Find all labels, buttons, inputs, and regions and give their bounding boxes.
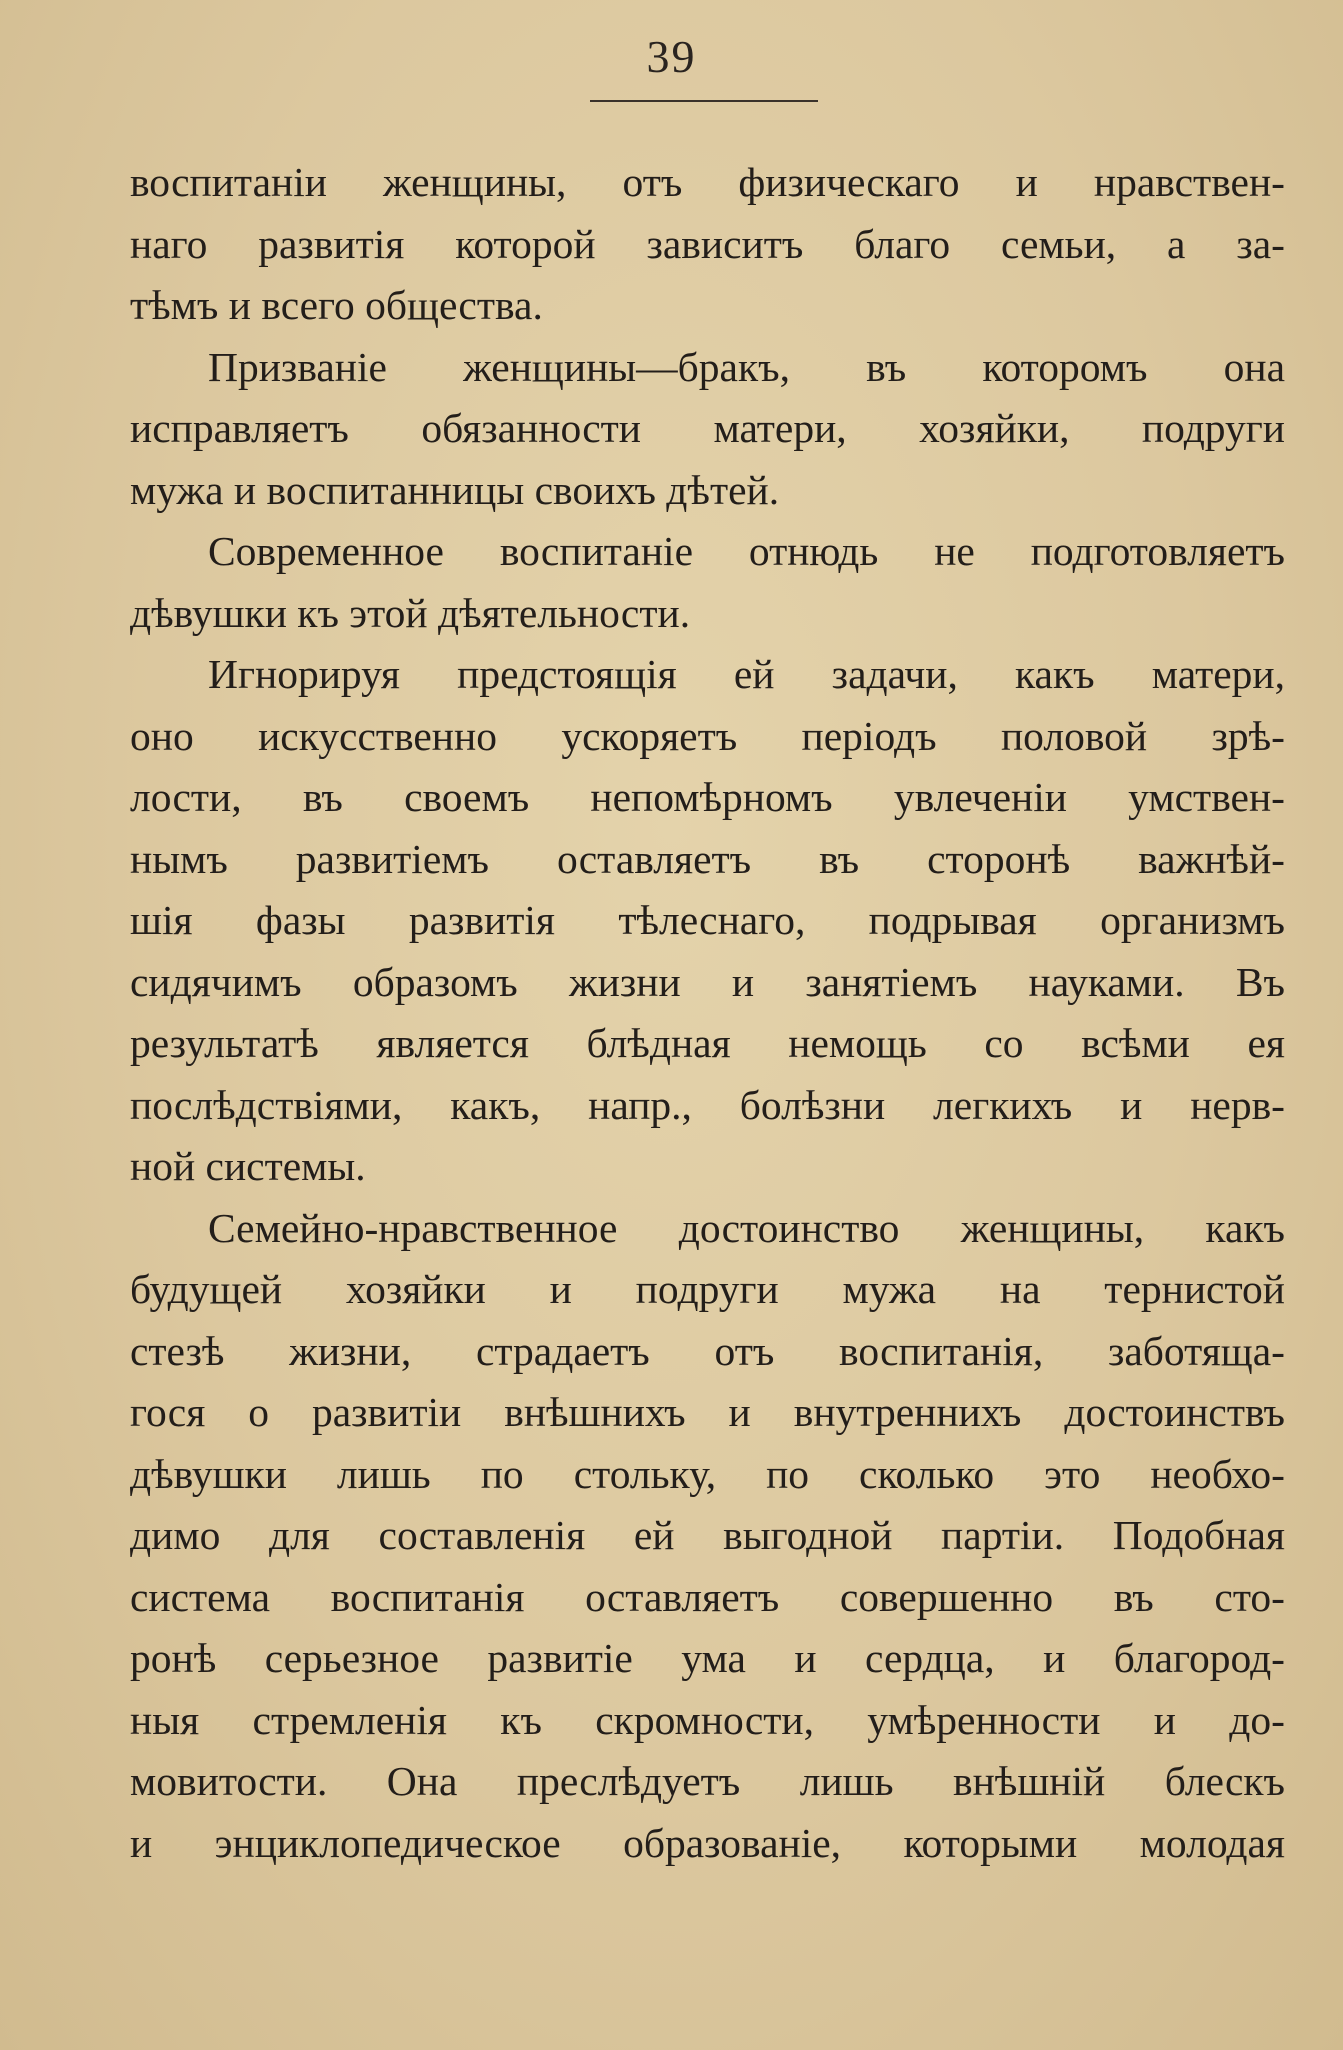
text-line: нымъ развитiемъ оставляетъ въ сторонѣ важнѣй- <box>130 835 1285 882</box>
text-line: димо для составленiя ей выгодной партiи. Подобная <box>130 1512 1285 1558</box>
text-line: Призванiе женщины—бракъ, въ которомъ она <box>208 343 1285 390</box>
text-line: дѣвушки къ этой дѣятельности. <box>130 589 691 636</box>
text-line: ной системы. <box>130 1143 366 1189</box>
page-number: 39 <box>646 31 697 82</box>
text-line: наго развитiя которой зависитъ благо семьи, а за- <box>130 220 1285 267</box>
text-line: будущей хозяйки и подруги мужа на тернистой <box>130 1266 1285 1312</box>
text-line: мужа и воспитанницы своихъ дѣтей. <box>130 466 780 513</box>
text-line: мовитости. Она преслѣдуетъ лишь внѣшнiй блескъ <box>130 1758 1285 1804</box>
text-line: и энциклопедическое образованiе, которыми молодая <box>130 1819 1285 1866</box>
text-line: оно искусственно ускоряетъ перiодъ половой зрѣ- <box>130 712 1285 759</box>
paragraph <box>130 521 1285 644</box>
text-line: сидячимъ образомъ жизни и занятiемъ науками. Въ <box>130 958 1285 1005</box>
text-line: ронѣ серьезное развитiе ума и сердца, и благород- <box>130 1635 1285 1681</box>
text-line: стезѣ жизни, страдаетъ отъ воспитанiя, заботяща- <box>130 1327 1285 1374</box>
text-line: Игнорируя предстоящiя ей задачи, какъ матери, <box>208 651 1285 697</box>
paragraph <box>130 337 1285 522</box>
text-line: ныя стремленiя къ скромности, умѣренности и до- <box>130 1696 1285 1743</box>
paragraph <box>130 1198 1285 1875</box>
text-line: дѣвушки лишь по стольку, по сколько это необхо- <box>130 1450 1285 1497</box>
text-line: лости, въ своемъ непомѣрномъ увлеченiи умствен- <box>130 774 1285 820</box>
paragraph <box>130 644 1285 1198</box>
text-line: гося о развитiи внѣшнихъ и внутреннихъ достоинствъ <box>130 1389 1285 1435</box>
text-line: система воспитанiя оставляетъ совершенно въ сто- <box>130 1573 1285 1620</box>
body-text <box>130 152 1285 1874</box>
text-line: воспитанiи женщины, отъ физическаго и нравствен- <box>130 159 1285 205</box>
text-line: Семейно-нравственное достоинство женщины, какъ <box>208 1204 1285 1251</box>
paragraph <box>130 152 1285 337</box>
text-line: результатѣ является блѣдная немощь со всѣми ея <box>130 1020 1285 1066</box>
text-line: тѣмъ и всего общества. <box>130 282 543 328</box>
text-line: Современное воспитанiе отнюдь не подготовляетъ <box>208 528 1285 574</box>
text-line: исправляетъ обязанности матери, хозяйки, подруги <box>130 405 1285 451</box>
text-line: послѣдствiями, какъ, напр., болѣзни легкихъ и нерв- <box>130 1081 1285 1128</box>
text-line: шiя фазы развитiя тѣлеснаго, подрывая организмъ <box>130 897 1285 943</box>
header-rule <box>590 100 818 102</box>
